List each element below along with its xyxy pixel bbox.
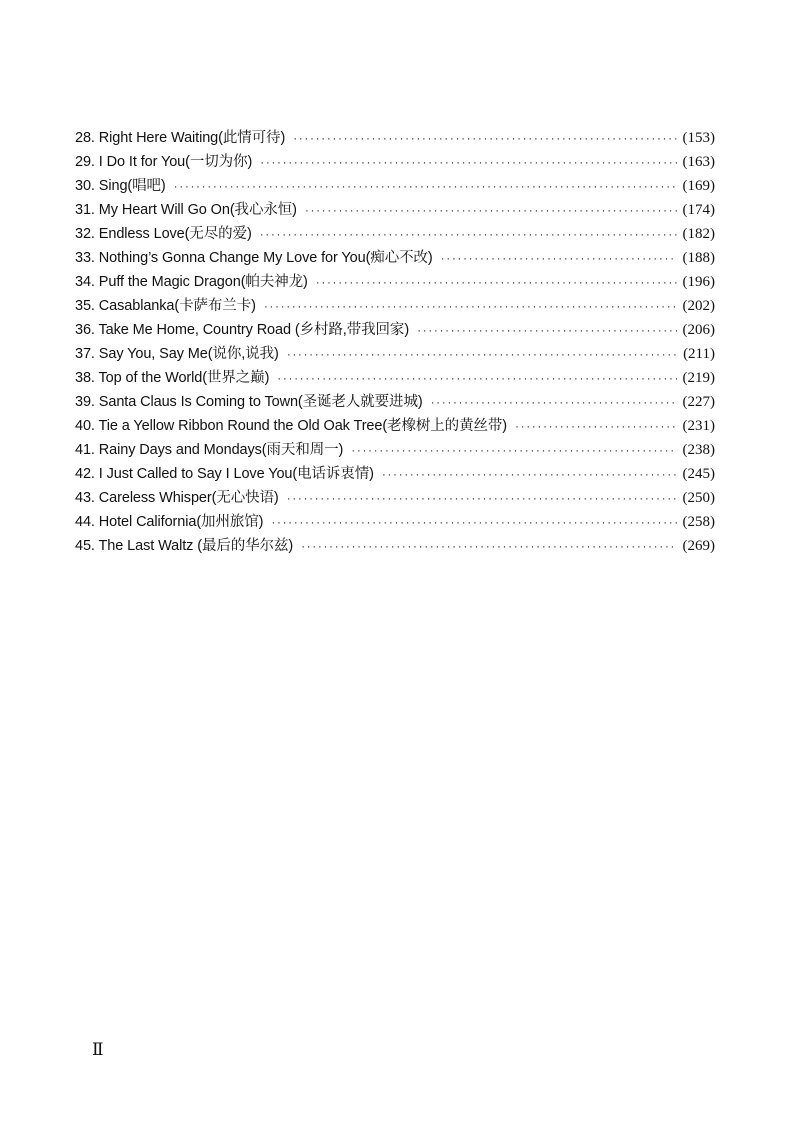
- toc-entry-page: (231): [682, 418, 715, 434]
- toc-entry-page: (258): [682, 514, 715, 530]
- toc-entry[interactable]: [75, 438, 715, 462]
- toc-entry-page: (250): [682, 490, 715, 506]
- toc-entry[interactable]: [75, 294, 715, 318]
- toc-entry[interactable]: [75, 198, 715, 222]
- dot-leader: [382, 462, 677, 486]
- toc-entry[interactable]: [75, 126, 715, 150]
- toc-entry[interactable]: [75, 486, 715, 510]
- toc-entry-title: 30. Sing(唱吧): [75, 178, 166, 194]
- dot-leader: [287, 342, 677, 366]
- toc-entry-title: 32. Endless Love(无尽的爱): [75, 226, 252, 242]
- toc-entry-page: (153): [682, 130, 715, 146]
- toc-entry-page: (196): [682, 274, 715, 290]
- dot-leader: [351, 438, 676, 462]
- toc-entry[interactable]: [75, 270, 715, 294]
- dot-leader: [305, 198, 677, 222]
- toc-entry-page: (245): [682, 466, 715, 482]
- dot-leader: [293, 126, 676, 150]
- toc-entry-title: 45. The Last Waltz (最后的华尔兹): [75, 538, 294, 554]
- toc-entry[interactable]: [75, 366, 715, 390]
- toc-entry-title: 28. Right Here Waiting(此情可待): [75, 130, 286, 146]
- toc-entry-title: 40. Tie a Yellow Ribbon Round the Old Oak Tree(老橡树上的黄丝带): [75, 418, 508, 434]
- toc-entry-title: 39. Santa Claus Is Coming to Town(圣诞老人就要进城): [75, 394, 423, 410]
- toc-entry[interactable]: [75, 222, 715, 246]
- dot-leader: [316, 270, 677, 294]
- toc-entry-page: (211): [683, 346, 715, 362]
- toc-entry-page: (182): [682, 226, 715, 242]
- toc-entry-title: 33. Nothing’s Gonna Change My Love for You(痴心不改): [75, 250, 433, 266]
- toc-entry-title: 43. Careless Whisper(无心快语): [75, 490, 279, 506]
- toc-entry-title: 41. Rainy Days and Mondays(雨天和周一): [75, 442, 344, 458]
- dot-leader: [264, 294, 677, 318]
- toc-entry-page: (174): [682, 202, 715, 218]
- toc-entry[interactable]: [75, 390, 715, 414]
- toc-entry[interactable]: [75, 150, 715, 174]
- toc-entry-title: 34. Puff the Magic Dragon(帕夫神龙): [75, 274, 308, 290]
- page-number: Ⅱ: [92, 1040, 104, 1059]
- toc-entry-title: 31. My Heart Will Go On(我心永恒): [75, 202, 297, 218]
- toc-entry[interactable]: [75, 534, 715, 558]
- toc-entry[interactable]: [75, 414, 715, 438]
- toc-entry-page: (238): [682, 442, 715, 458]
- toc-entry[interactable]: [75, 246, 715, 270]
- table-of-contents: [75, 126, 715, 558]
- toc-entry-page: (269): [682, 538, 715, 554]
- toc-entry-title: 38. Top of the World(世界之巅): [75, 370, 270, 386]
- toc-entry-title: 36. Take Me Home, Country Road (乡村路,带我回家): [75, 322, 410, 338]
- dot-leader: [271, 510, 676, 534]
- toc-entry-title: 44. Hotel California(加州旅馆): [75, 514, 264, 530]
- toc-entry-page: (206): [682, 322, 715, 338]
- toc-entry-page: (169): [682, 178, 715, 194]
- toc-entry-title: 29. I Do It for You(一切为你): [75, 154, 253, 170]
- toc-entry[interactable]: [75, 318, 715, 342]
- dot-leader: [260, 222, 677, 246]
- toc-entry-title: 35. Casablanka(卡萨布兰卡): [75, 298, 256, 314]
- toc-entry[interactable]: [75, 462, 715, 486]
- dot-leader: [260, 150, 676, 174]
- toc-entry-page: (227): [682, 394, 715, 410]
- toc-entry[interactable]: [75, 510, 715, 534]
- toc-entry-title: 42. I Just Called to Say I Love You(电话诉衷情): [75, 466, 374, 482]
- dot-leader: [174, 174, 677, 198]
- toc-entry-page: (202): [682, 298, 715, 314]
- toc-entry-page: (163): [682, 154, 715, 170]
- dot-leader: [431, 390, 677, 414]
- toc-entry-title: 37. Say You, Say Me(说你,说我): [75, 346, 279, 362]
- dot-leader: [301, 534, 676, 558]
- toc-entry-page: (188): [682, 250, 715, 266]
- dot-leader: [287, 486, 677, 510]
- dot-leader: [441, 246, 677, 270]
- dot-leader: [417, 318, 676, 342]
- toc-entry-page: (219): [682, 370, 715, 386]
- dot-leader: [515, 414, 676, 438]
- dot-leader: [277, 366, 676, 390]
- toc-entry[interactable]: [75, 174, 715, 198]
- toc-entry[interactable]: [75, 342, 715, 366]
